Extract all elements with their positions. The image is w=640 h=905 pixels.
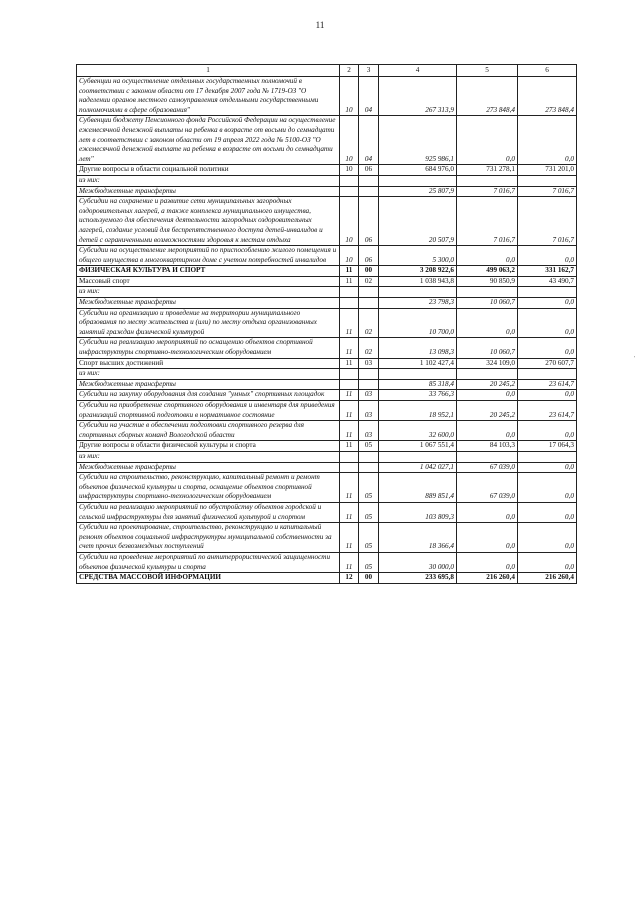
- row-name-cell: Субсидии на закупку оборудования для создания "умных" спортивных площадок: [77, 390, 340, 401]
- subsection-code-cell: 03: [359, 421, 379, 441]
- section-code-cell: 10: [340, 77, 359, 116]
- subsection-code-cell: 06: [359, 165, 379, 176]
- table-row: [77, 462, 577, 473]
- table-row: [77, 451, 577, 462]
- row-name-cell: Субсидии на реализацию мероприятий по обустройству объектов городской и сельской инфраструктуры для занятий физической культурой и спортом: [77, 502, 340, 522]
- amount-year1-cell: 18 952,1: [379, 401, 457, 421]
- header-cell: 4: [379, 65, 457, 77]
- subsection-code-cell: 00: [359, 573, 379, 584]
- subsection-code-cell: 05: [359, 502, 379, 522]
- amount-year1-cell: 684 976,0: [379, 165, 457, 176]
- amount-year3-cell: 43 490,7: [518, 276, 577, 287]
- amount-year1-cell: 85 318,4: [379, 379, 457, 390]
- amount-year3-cell: 0,0: [518, 390, 577, 401]
- row-name-cell: из них:: [77, 451, 340, 462]
- table-row: [77, 298, 577, 309]
- amount-year1-cell: 25 807,9: [379, 186, 457, 197]
- amount-year3-cell: [518, 287, 577, 298]
- amount-year1-cell: [379, 369, 457, 380]
- row-name-cell: Субсидии на сохранение и развитие сети муниципальных загородных оздоровительных лагерей, а также комплекса муниципального имущества, используемого для обеспечения деятельности загородных оздоровительных лагерей, создание условий для беспрепятственного доступа детей-инвалидов и детей с ограниченными возможностями здоровья к местам отдыха: [77, 197, 340, 246]
- amount-year2-cell: 273 848,4: [457, 77, 518, 116]
- amount-year3-cell: 17 064,3: [518, 441, 577, 452]
- amount-year2-cell: 10 060,7: [457, 338, 518, 358]
- amount-year3-cell: 0,0: [518, 552, 577, 572]
- row-name-cell: Другие вопросы в области социальной политики: [77, 165, 340, 176]
- amount-year2-cell: 67 039,0: [457, 473, 518, 503]
- amount-year1-cell: 10 700,0: [379, 308, 457, 338]
- amount-year2-cell: 0,0: [457, 552, 518, 572]
- amount-year1-cell: 5 300,0: [379, 246, 457, 266]
- amount-year2-cell: [457, 287, 518, 298]
- amount-year2-cell: 216 260,4: [457, 573, 518, 584]
- section-code-cell: [340, 175, 359, 186]
- amount-year1-cell: 1 102 427,4: [379, 358, 457, 369]
- amount-year1-cell: 13 098,3: [379, 338, 457, 358]
- section-code-cell: 10: [340, 246, 359, 266]
- row-name-cell: Межбюджетные трансферты: [77, 379, 340, 390]
- amount-year3-cell: 331 162,7: [518, 266, 577, 277]
- table-row: [77, 186, 577, 197]
- amount-year1-cell: 1 042 027,1: [379, 462, 457, 473]
- amount-year1-cell: 32 600,0: [379, 421, 457, 441]
- amount-year2-cell: 731 278,1: [457, 165, 518, 176]
- amount-year2-cell: 20 245,2: [457, 379, 518, 390]
- amount-year3-cell: 7 016,7: [518, 197, 577, 246]
- amount-year1-cell: 1 067 551,4: [379, 441, 457, 452]
- amount-year1-cell: 33 766,3: [379, 390, 457, 401]
- subsection-code-cell: [359, 287, 379, 298]
- subsection-code-cell: 06: [359, 197, 379, 246]
- amount-year3-cell: 0,0: [518, 298, 577, 309]
- amount-year2-cell: 0,0: [457, 390, 518, 401]
- table-row: [77, 552, 577, 572]
- row-name-cell: Межбюджетные трансферты: [77, 298, 340, 309]
- amount-year3-cell: [518, 175, 577, 186]
- section-code-cell: 11: [340, 358, 359, 369]
- section-code-cell: [340, 462, 359, 473]
- row-name-cell: Субсидии на проведение мероприятий по антитеррористической защищенности объектов физической культуры и спорта: [77, 552, 340, 572]
- section-code-cell: [340, 451, 359, 462]
- subsection-code-cell: [359, 186, 379, 197]
- amount-year3-cell: [518, 369, 577, 380]
- amount-year2-cell: 84 103,3: [457, 441, 518, 452]
- amount-year1-cell: [379, 175, 457, 186]
- amount-year2-cell: [457, 175, 518, 186]
- table-row: [77, 369, 577, 380]
- amount-year1-cell: 267 313,9: [379, 77, 457, 116]
- section-code-cell: [340, 379, 359, 390]
- amount-year3-cell: 216 260,4: [518, 573, 577, 584]
- amount-year2-cell: 324 109,0: [457, 358, 518, 369]
- row-name-cell: Субсидии на строительство, реконструкцию, капитальный ремонт и ремонт объектов физической культуры и спорта, оснащение объектов спортивной инфраструктуры спортивно-технологическим оборудованием: [77, 473, 340, 503]
- row-name-cell: Субсидии на реализацию мероприятий по оснащению объектов спортивной инфраструктуры спортивно-технологическим оборудованием: [77, 338, 340, 358]
- row-name-cell: Массовый спорт: [77, 276, 340, 287]
- subsection-code-cell: 04: [359, 77, 379, 116]
- amount-year3-cell: 0,0: [518, 473, 577, 503]
- page-number: 11: [315, 20, 325, 30]
- row-name-cell: Субвенции на осуществление отдельных государственных полномочий в соответствии с законом области от 17 декабря 2007 года № 1719-ОЗ "О наделении органов местного самоуправления отдельными государственными полномочиями в сфере образования": [77, 77, 340, 116]
- row-name-cell: Субсидии на организацию и проведение на территории муниципального образования по месту жительства и (или) по месту отдыха организованных занятий граждан физической культурой: [77, 308, 340, 338]
- section-code-cell: 10: [340, 165, 359, 176]
- amount-year1-cell: 889 851,4: [379, 473, 457, 503]
- subsection-code-cell: 02: [359, 276, 379, 287]
- amount-year1-cell: 3 208 922,6: [379, 266, 457, 277]
- section-code-cell: 11: [340, 390, 359, 401]
- budget-table: [76, 64, 577, 584]
- amount-year2-cell: 7 016,7: [457, 186, 518, 197]
- amount-year3-cell: 0,0: [518, 308, 577, 338]
- section-code-cell: [340, 369, 359, 380]
- subsection-code-cell: 03: [359, 390, 379, 401]
- subsection-code-cell: [359, 369, 379, 380]
- subsection-code-cell: 05: [359, 441, 379, 452]
- amount-year2-cell: [457, 451, 518, 462]
- subsection-code-cell: 05: [359, 523, 379, 553]
- table-row: [77, 308, 577, 338]
- amount-year1-cell: 925 986,1: [379, 116, 457, 165]
- amount-year3-cell: 23 614,7: [518, 379, 577, 390]
- table-row: [77, 441, 577, 452]
- table-row: [77, 77, 577, 116]
- budget-table-body: [77, 65, 577, 584]
- amount-year3-cell: 23 614,7: [518, 401, 577, 421]
- table-row: [77, 401, 577, 421]
- amount-year3-cell: 270 607,7: [518, 358, 577, 369]
- table-row: [77, 573, 577, 584]
- subsection-code-cell: [359, 298, 379, 309]
- amount-year3-cell: 0,0: [518, 462, 577, 473]
- amount-year2-cell: 0,0: [457, 116, 518, 165]
- section-code-cell: 11: [340, 473, 359, 503]
- section-code-cell: 11: [340, 552, 359, 572]
- header-cell: 5: [457, 65, 518, 77]
- subsection-code-cell: 04: [359, 116, 379, 165]
- amount-year2-cell: 0,0: [457, 246, 518, 266]
- amount-year3-cell: 0,0: [518, 338, 577, 358]
- header-cell: 1: [77, 65, 340, 77]
- amount-year3-cell: [518, 451, 577, 462]
- subsection-code-cell: 02: [359, 338, 379, 358]
- amount-year1-cell: 20 507,9: [379, 197, 457, 246]
- amount-year3-cell: 0,0: [518, 421, 577, 441]
- section-code-cell: 11: [340, 441, 359, 452]
- subsection-code-cell: 03: [359, 358, 379, 369]
- subsection-code-cell: 05: [359, 552, 379, 572]
- row-name-cell: из них:: [77, 287, 340, 298]
- amount-year2-cell: 0,0: [457, 502, 518, 522]
- section-code-cell: 11: [340, 523, 359, 553]
- section-code-cell: 11: [340, 276, 359, 287]
- amount-year2-cell: 0,0: [457, 421, 518, 441]
- subsection-code-cell: [359, 175, 379, 186]
- row-name-cell: СРЕДСТВА МАССОВОЙ ИНФОРМАЦИИ: [77, 573, 340, 584]
- subsection-code-cell: [359, 379, 379, 390]
- row-name-cell: Другие вопросы в области физической культуры и спорта: [77, 441, 340, 452]
- section-code-cell: 11: [340, 266, 359, 277]
- amount-year1-cell: 30 000,0: [379, 552, 457, 572]
- table-row: [77, 338, 577, 358]
- section-code-cell: [340, 298, 359, 309]
- header-cell: 2: [340, 65, 359, 77]
- subsection-code-cell: 06: [359, 246, 379, 266]
- amount-year2-cell: 499 063,2: [457, 266, 518, 277]
- table-row: [77, 165, 577, 176]
- section-code-cell: [340, 287, 359, 298]
- row-name-cell: Межбюджетные трансферты: [77, 186, 340, 197]
- section-code-cell: 11: [340, 338, 359, 358]
- amount-year3-cell: 0,0: [518, 116, 577, 165]
- table-row: [77, 421, 577, 441]
- subsection-code-cell: [359, 451, 379, 462]
- subsection-code-cell: 02: [359, 308, 379, 338]
- table-row: [77, 246, 577, 266]
- amount-year3-cell: 7 016,7: [518, 186, 577, 197]
- row-name-cell: Спорт высших достижений: [77, 358, 340, 369]
- table-row: [77, 197, 577, 246]
- table-row: [77, 502, 577, 522]
- section-code-cell: 11: [340, 421, 359, 441]
- amount-year2-cell: 90 850,9: [457, 276, 518, 287]
- table-row: [77, 175, 577, 186]
- row-name-cell: Субсидии на приобретение спортивного оборудования и инвентаря для приведения организаций спортивной подготовки в нормативное состояние: [77, 401, 340, 421]
- amount-year3-cell: 0,0: [518, 246, 577, 266]
- section-code-cell: 11: [340, 308, 359, 338]
- section-code-cell: 11: [340, 401, 359, 421]
- amount-year2-cell: 10 060,7: [457, 298, 518, 309]
- subsection-code-cell: 00: [359, 266, 379, 277]
- row-name-cell: Субсидии на проектирование, строительство, реконструкцию и капитальный ремонт объектов социальной инфраструктуры муниципальной собственности за счет прочих безвозмездных поступлений: [77, 523, 340, 553]
- table-row: [77, 379, 577, 390]
- amount-year3-cell: 273 848,4: [518, 77, 577, 116]
- table-row: [77, 266, 577, 277]
- table-row: [77, 358, 577, 369]
- subsection-code-cell: [359, 462, 379, 473]
- amount-year1-cell: 23 798,3: [379, 298, 457, 309]
- header-row: [77, 65, 577, 77]
- amount-year3-cell: 0,0: [518, 523, 577, 553]
- amount-year2-cell: 7 016,7: [457, 197, 518, 246]
- amount-year1-cell: 233 695,8: [379, 573, 457, 584]
- amount-year1-cell: 18 366,4: [379, 523, 457, 553]
- table-row: [77, 276, 577, 287]
- table-row: [77, 116, 577, 165]
- table-row: [77, 523, 577, 553]
- row-name-cell: Межбюджетные трансферты: [77, 462, 340, 473]
- header-cell: 6: [518, 65, 577, 77]
- table-row: [77, 473, 577, 503]
- section-code-cell: 11: [340, 502, 359, 522]
- subsection-code-cell: 05: [359, 473, 379, 503]
- subsection-code-cell: 03: [359, 401, 379, 421]
- amount-year3-cell: 0,0: [518, 502, 577, 522]
- row-name-cell: Субсидии на осуществление мероприятий по приспособлению жилого помещения и общего имущества в многоквартирном доме с учетом потребностей инвалидов: [77, 246, 340, 266]
- amount-year2-cell: 0,0: [457, 523, 518, 553]
- table-row: [77, 287, 577, 298]
- amount-year2-cell: 0,0: [457, 308, 518, 338]
- section-code-cell: 10: [340, 197, 359, 246]
- edge-scan-mark: ': [634, 356, 636, 362]
- amount-year1-cell: [379, 287, 457, 298]
- amount-year3-cell: 731 201,0: [518, 165, 577, 176]
- row-name-cell: Субсидии на участие в обеспечении подготовки спортивного резерва для спортивных сборных команд Вологодской области: [77, 421, 340, 441]
- section-code-cell: 10: [340, 116, 359, 165]
- section-code-cell: 12: [340, 573, 359, 584]
- amount-year1-cell: [379, 451, 457, 462]
- row-name-cell: из них:: [77, 175, 340, 186]
- table-row: [77, 390, 577, 401]
- row-name-cell: ФИЗИЧЕСКАЯ КУЛЬТУРА И СПОРТ: [77, 266, 340, 277]
- amount-year2-cell: 20 245,2: [457, 401, 518, 421]
- amount-year1-cell: 103 809,3: [379, 502, 457, 522]
- header-cell: 3: [359, 65, 379, 77]
- row-name-cell: из них:: [77, 369, 340, 380]
- amount-year2-cell: [457, 369, 518, 380]
- amount-year1-cell: 1 038 943,8: [379, 276, 457, 287]
- amount-year2-cell: 67 039,0: [457, 462, 518, 473]
- row-name-cell: Субвенции бюджету Пенсионного фонда Российской Федерации на осуществление ежемесячной денежной выплаты на ребенка в возрасте от восьми до семнадцати лет в соответствии с законом области от 19 апреля 2022 года № 5100-ОЗ "О ежемесячной денежной выплате на ребенка в возрасте от восьми до семнадцати лет": [77, 116, 340, 165]
- section-code-cell: [340, 186, 359, 197]
